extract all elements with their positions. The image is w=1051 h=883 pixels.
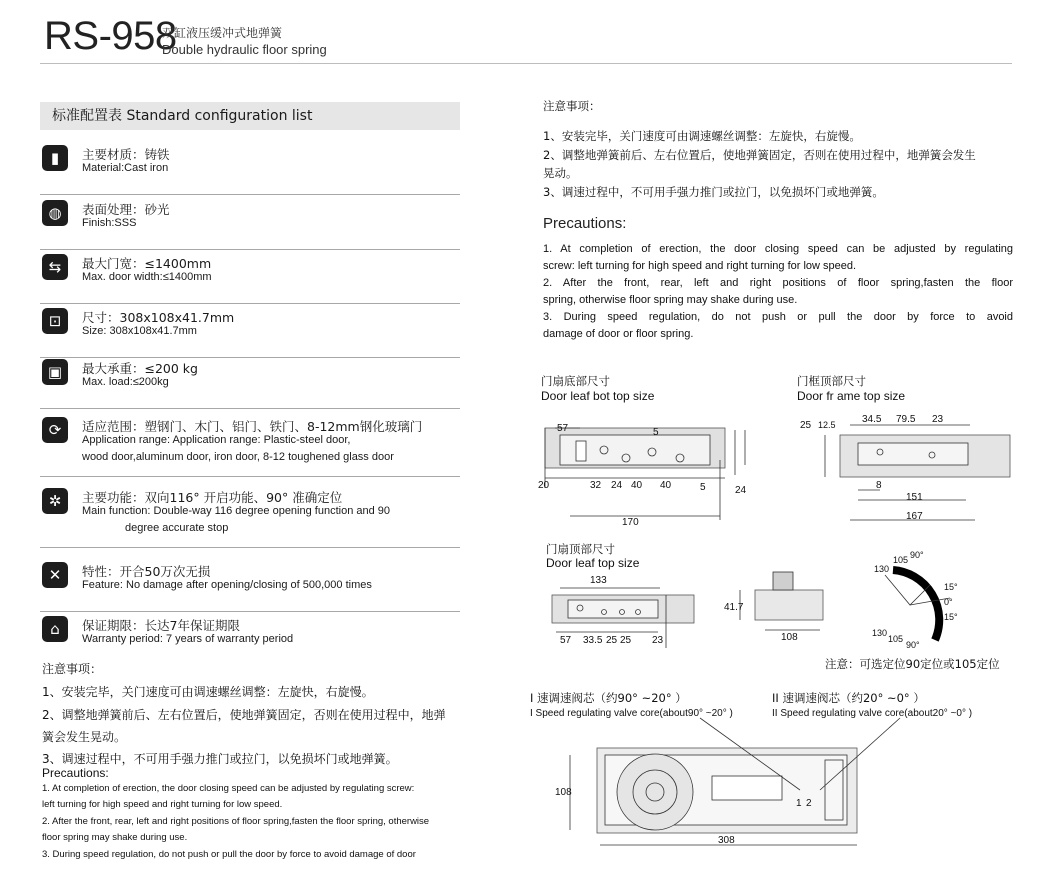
left-note-cn-2: 2、调整地弹簧前后、左右位置后，使地弹簧固定，否则在使用过程中，地弹: [42, 708, 446, 722]
angle-label-15-top: 15°: [944, 582, 958, 592]
left-precaution-3: 3. During speed regulation, do not push or pull the door by force to avoid damage of door: [42, 849, 416, 860]
right-precaution-1: 1. At completion of erection, the door closing speed can be adjusted by regulating: [543, 243, 1013, 255]
material-icon: ▮: [42, 145, 68, 171]
bot-dim-24a: 24: [611, 480, 623, 491]
leaf-top-dim-133: 133: [590, 575, 607, 586]
config-item-en: Feature: No damage after opening/closing of 500,000 times: [82, 579, 372, 591]
left-note-cn-1: 1、安装完毕，关门速度可由调速螺丝调整：左旋快，右旋慢。: [42, 685, 374, 699]
leaf-top-diagram-title-cn: 门扇顶部尺寸: [546, 542, 615, 556]
application-icon: ⟳: [42, 417, 68, 443]
config-item-en: Application range: Application range: Plastic-steel door,: [82, 434, 351, 446]
config-item-cn: 保证期限：长达7年保证期限: [82, 618, 240, 633]
config-item-cn: 主要材质：铸铁: [82, 147, 170, 162]
left-precautions-title: Precautions:: [42, 766, 109, 780]
valve-1-title-cn: I 速调速阀芯（约90° ~20° ）: [530, 691, 687, 705]
frame-diagram-title-cn: 门框顶部尺寸: [797, 374, 866, 388]
left-precaution-1b: left turning for high speed and right turning for low speed.: [42, 799, 283, 810]
bot-dim-40b: 40: [660, 480, 672, 491]
left-notes-title: 注意事项：: [42, 662, 103, 676]
frame-dim-12-5: 12.5: [818, 420, 836, 430]
left-note-cn-4: 3、调速过程中，不可用手强力推门或拉门，以免损坏门或地弹簧。: [42, 752, 398, 766]
side-view-drawing: [740, 572, 823, 630]
door-width-icon: ⇆: [42, 254, 68, 280]
config-title: 标准配置表 Standard configuration list: [40, 102, 460, 130]
frame-diagram-title-en: Door fr ame top size: [797, 389, 906, 403]
right-note-cn-2: 2、调整地弹簧前后、左右位置后，使地弹簧固定，否则在使用过程中，地弹簧会发生: [543, 148, 976, 162]
function-icon: ✲: [42, 488, 68, 514]
left-note-cn-3: 簧会发生晃动。: [42, 730, 127, 744]
valve-number-1: 1: [796, 798, 802, 809]
right-precaution-1b: screw: left turning for high speed and right turning for low speed.: [543, 260, 857, 272]
right-notes-title: 注意事项：: [543, 99, 601, 113]
leaf-top-diagram-title-en: Door leaf top size: [546, 556, 640, 570]
size-icon: ⊡: [42, 308, 68, 334]
angle-diagram: [885, 570, 950, 640]
frame-dim-25: 25: [800, 420, 812, 431]
right-note-cn-4: 3、调速过程中，不可用手强力推门或拉门，以免损坏门或地弹簧。: [543, 185, 884, 199]
angle-label-105-top: 105: [893, 555, 909, 565]
left-precaution-2: 2. After the front, rear, left and right positions of floor spring,fasten the floor spring, otherwise: [42, 816, 430, 827]
angle-label-105-bottom: 105: [888, 634, 904, 644]
leaf-top-dim-25a: 25: [606, 635, 618, 646]
load-icon: ▣: [42, 359, 68, 385]
config-item-cn: 特性：开合50万次无损: [82, 564, 211, 579]
angle-label-90-top: 90°: [910, 550, 924, 560]
angle-label-0: 0°: [944, 597, 953, 607]
frame-dim-23: 23: [932, 414, 944, 425]
leaf-top-dim-25b: 25: [620, 635, 632, 646]
feature-icon: ✕: [42, 562, 68, 588]
left-precaution-1: 1. At completion of erection, the door closing speed can be adjusted by regulating screw:: [42, 783, 415, 794]
plan-dim-308: 308: [718, 835, 735, 846]
config-item-en: Main function: Double-way 116 degree opening function and 90: [82, 505, 391, 517]
right-precaution-2b: spring, otherwise floor spring may shake during use.: [543, 294, 798, 306]
config-item-cn: 尺寸：308x108x41.7mm: [82, 310, 235, 325]
right-precautions-title: Precautions:: [543, 215, 627, 232]
right-precaution-3: 3. During speed regulation, do not push or pull the door by force to avoid: [543, 311, 1013, 323]
config-item-en-2: degree accurate stop: [125, 522, 229, 534]
positioning-note: 注意：可选定位90定位或105定位: [825, 657, 1000, 671]
angle-label-130-top: 130: [874, 564, 890, 574]
bot-dim-5b: 5: [700, 482, 706, 493]
config-item-en: Max. door width:≤1400mm: [82, 271, 212, 283]
right-precaution-2: 2. After the front, rear, left and right positions of floor spring,fasten the floor: [543, 277, 1013, 289]
frame-dim-34-5: 34.5: [862, 414, 882, 425]
bot-dim-32: 32: [590, 480, 602, 491]
config-item-cn: 表面处理：砂光: [82, 202, 170, 217]
valve-number-2: 2: [806, 798, 812, 809]
config-item-en: Max. load:≤200kg: [82, 376, 169, 388]
side-dim-41-7: 41.7: [724, 602, 744, 613]
warranty-icon: ⌂: [42, 616, 68, 642]
frame-drawing: [825, 425, 1010, 520]
product-title-en: Double hydraulic floor spring: [162, 42, 327, 57]
bot-dim-5a: 5: [653, 427, 659, 438]
right-note-cn-1: 1、安装完毕，关门速度可由调速螺丝调整：左旋快，右旋慢。: [543, 129, 861, 143]
config-item-cn: 适应范围：塑钢门、木门、铝门、铁门、8-12mm钢化玻璃门: [82, 419, 423, 434]
bot-dim-20: 20: [538, 480, 550, 491]
product-title-cn: 双缸液压缓冲式地弹簧: [162, 26, 283, 40]
leaf-top-dim-33-5: 33.5: [583, 635, 603, 646]
angle-label-15-bottom: 15°: [944, 612, 958, 622]
finish-icon: ◍: [42, 200, 68, 226]
model-number: RS-958: [44, 14, 177, 58]
bot-dim-57: 57: [557, 423, 569, 434]
bot-dim-24b: 24: [735, 485, 747, 496]
angle-label-90-bottom: 90°: [906, 640, 920, 650]
plan-drawing: [570, 718, 900, 845]
bot-drawing: [545, 428, 745, 520]
bot-diagram-title-en: Door leaf bot top size: [541, 389, 655, 403]
right-note-cn-3: 晃动。: [543, 166, 578, 180]
config-item-en: Warranty period: 7 years of warranty period: [82, 633, 294, 645]
frame-dim-151: 151: [906, 492, 923, 503]
right-precaution-3b: damage of door or floor spring.: [543, 328, 694, 340]
valve-1-title-en: I Speed regulating valve core(about90° ~20° ): [530, 708, 733, 719]
left-precaution-2b: floor spring may shake during use.: [42, 832, 188, 843]
valve-2-title-en: II Speed regulating valve core(about20° ~0° ): [772, 708, 973, 719]
config-item-cn: 最大门宽：≤1400mm: [82, 256, 212, 271]
frame-dim-167: 167: [906, 511, 923, 522]
leaf-top-dim-57: 57: [560, 635, 572, 646]
config-item-en: Finish:SSS: [82, 217, 137, 229]
config-item-cn: 最大承重：≤200 kg: [82, 361, 198, 376]
config-item-en-2: wood door,aluminum door, iron door, 8-12 toughened glass door: [82, 451, 394, 463]
angle-label-130-bottom: 130: [872, 628, 888, 638]
bot-dim-40a: 40: [631, 480, 643, 491]
side-dim-108: 108: [781, 632, 798, 643]
bot-dim-170: 170: [622, 517, 639, 528]
frame-dim-79-5: 79.5: [896, 414, 916, 425]
valve-2-title-cn: II 速调速阀芯（约20° ~0° ）: [772, 691, 925, 705]
config-item-en: Material:Cast iron: [82, 162, 169, 174]
config-item-cn: 主要功能：双向116° 开启功能、90° 准确定位: [82, 490, 343, 505]
config-item-en: Size: 308x108x41.7mm: [82, 325, 197, 337]
plan-dim-108: 108: [555, 787, 572, 798]
bot-diagram-title-cn: 门扇底部尺寸: [541, 374, 610, 388]
leaf-top-dim-23: 23: [652, 635, 664, 646]
frame-dim-8: 8: [876, 480, 882, 491]
